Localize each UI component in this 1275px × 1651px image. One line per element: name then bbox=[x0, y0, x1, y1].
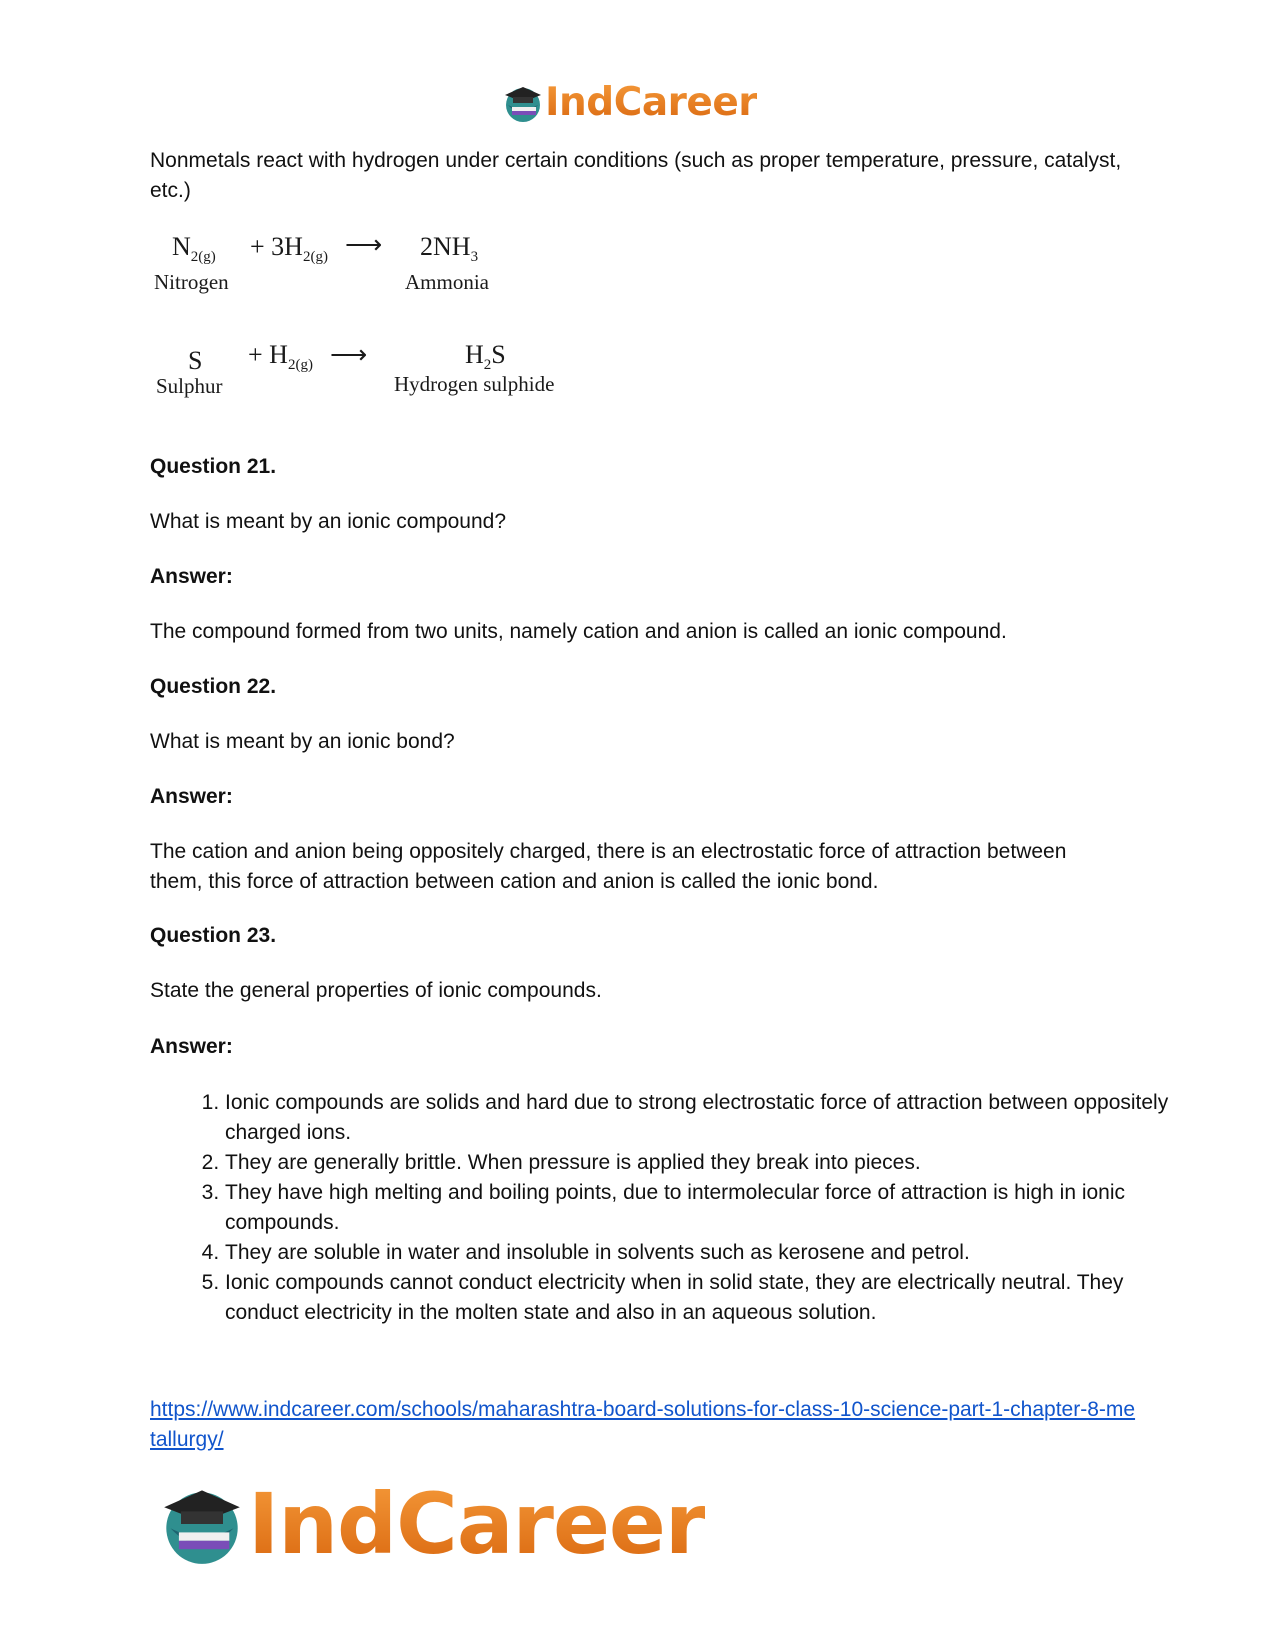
answer-22-text: The cation and anion being oppositely charged, there is an electrostatic force of attraction between them, this force of attraction between cation and anion is called the ionic bond. bbox=[150, 840, 1067, 893]
answer-21-text: The compound formed from two units, namely cation and anion is called an ionic compound. bbox=[150, 620, 1007, 643]
equation-sulphur bbox=[150, 340, 710, 426]
question-23-text: State the general properties of ionic compounds. bbox=[150, 979, 602, 1002]
properties-list bbox=[150, 1088, 1185, 1328]
source-link[interactable]: https://www.indcareer.com/schools/maharashtra-board-solutions-for-class-10-science-part-1-chapter-8-metallurgy/ bbox=[150, 1398, 1136, 1451]
question-23-heading: Question 23. bbox=[150, 924, 277, 947]
reactant-nitrogen: $N_{2(g)}$ bbox=[172, 232, 216, 266]
question-21-heading: Question 21. bbox=[150, 455, 277, 478]
reaction-arrow: ⟶ bbox=[345, 230, 383, 259]
graduation-globe-icon bbox=[160, 1482, 244, 1566]
reactant-hydrogen: + $3H_{2(g)}$ bbox=[250, 232, 328, 266]
equation-nitrogen bbox=[150, 232, 710, 312]
reaction-arrow-2: ⟶ bbox=[330, 340, 368, 369]
list-item: 4. They are soluble in water and insoluble in solvents such as kerosene and petrol. bbox=[225, 1238, 1185, 1268]
list-item: 3. They have high melting and boiling points, due to intermolecular force of attraction is high in ionic compounds. bbox=[225, 1178, 1185, 1238]
question-22-text: What is meant by an ionic bond? bbox=[150, 730, 455, 753]
question-21-text: What is meant by an ionic compound? bbox=[150, 510, 507, 533]
header-logo bbox=[503, 80, 757, 125]
label-hydrogen-sulphide: Hydrogen sulphide bbox=[394, 372, 555, 396]
product-hydrogen-sulphide: $H_2S$ bbox=[465, 340, 506, 374]
intro-text: Nonmetals react with hydrogen under certain conditions (such as proper temperature, pressure, catalyst, etc.) bbox=[150, 149, 1122, 202]
list-item: 2. They are generally brittle. When pressure is applied they break into pieces. bbox=[225, 1148, 1185, 1178]
list-item: 5. Ionic compounds cannot conduct electricity when in solid state, they are electrically neutral. They conduct electricity in the molten state and also in an aqueous solution. bbox=[225, 1268, 1185, 1328]
brand-name: IndCareer bbox=[248, 1475, 706, 1573]
graduation-globe-icon bbox=[503, 83, 543, 123]
product-ammonia: $2NH_3$ bbox=[420, 232, 479, 266]
answer-22-label: Answer: bbox=[150, 785, 233, 808]
footer-logo bbox=[160, 1475, 705, 1573]
answer-23-label: Answer: bbox=[150, 1035, 233, 1058]
question-22-heading: Question 22. bbox=[150, 675, 277, 698]
reactant-sulphur: S bbox=[188, 346, 203, 375]
label-nitrogen: Nitrogen bbox=[154, 270, 229, 294]
label-ammonia: Ammonia bbox=[405, 270, 489, 294]
answer-21-label: Answer: bbox=[150, 565, 233, 588]
list-item: 1. Ionic compounds are solids and hard due to strong electrostatic force of attraction between oppositely charged ions. bbox=[225, 1088, 1185, 1148]
brand-name: IndCareer bbox=[545, 80, 757, 125]
reactant-hydrogen-2: + $H_{2(g)}$ bbox=[248, 340, 313, 374]
label-sulphur: Sulphur bbox=[156, 374, 223, 398]
